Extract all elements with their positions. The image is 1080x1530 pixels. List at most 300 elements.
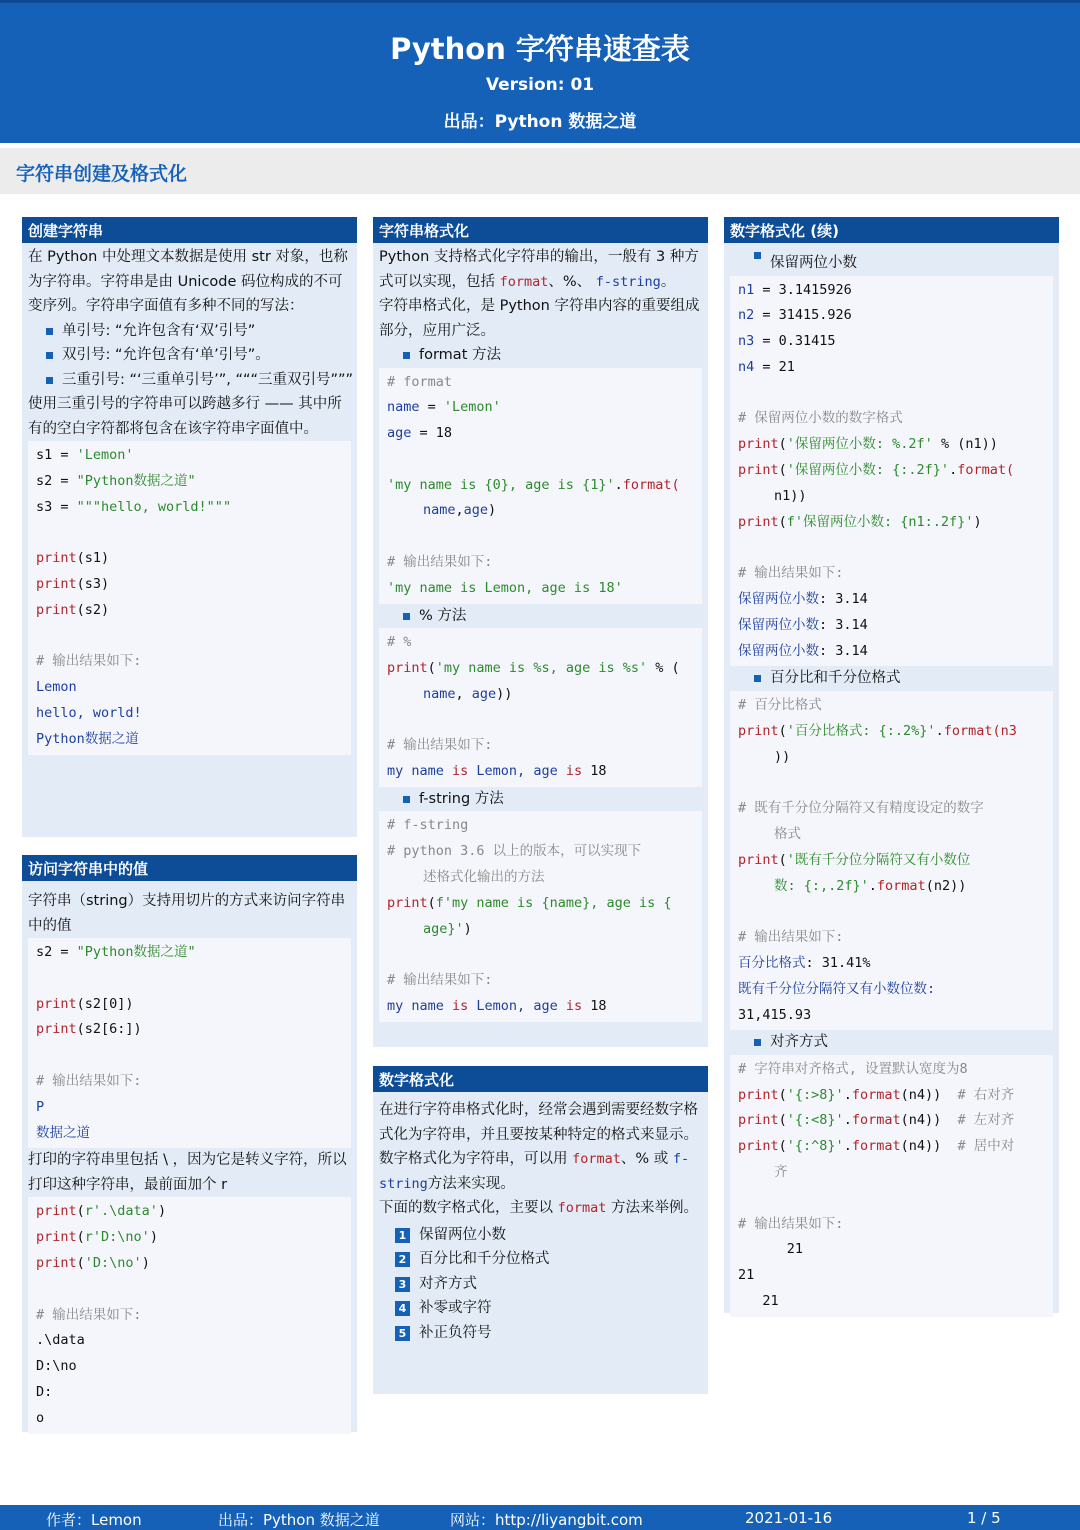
paragraph-text: 下面的数字格式化，主要以 <box>379 1200 553 1216</box>
code-line <box>738 278 1045 304</box>
code-token: format <box>851 1138 901 1155</box>
code-token: # 输出结果如下: <box>36 1072 142 1089</box>
list-item <box>373 1272 708 1297</box>
code-line <box>387 942 694 968</box>
code-line <box>738 770 1045 796</box>
code-token: ( <box>778 1086 787 1103</box>
code-line <box>738 977 1045 1003</box>
code-token: print <box>738 722 779 739</box>
code-token: # python 3.6 以上的版本，可以实现下 <box>387 843 642 860</box>
code-line <box>738 925 1045 951</box>
code-token: # 输出结果如下: <box>738 1215 844 1232</box>
panel-note: 使用三重引号的字符串可以跨越多行 —— 其中所有的空白字符都将包含在该字符串字面值中。 <box>28 396 342 437</box>
code-block <box>730 276 1053 667</box>
code-token: = <box>419 399 444 416</box>
code-token: print <box>738 1112 779 1129</box>
footer-site[interactable]: 网站：http://liyangbit.com <box>450 1511 643 1529</box>
code-token: format(n3 <box>943 722 1017 739</box>
code-block <box>730 691 1053 1030</box>
code-line <box>387 656 694 682</box>
code-token: 'my name is Lemon, age is 18' <box>387 579 623 596</box>
code-line <box>738 1212 1045 1238</box>
code-token: : 31.41% <box>805 954 871 971</box>
code-token: is <box>557 763 591 780</box>
code-token: '既有千分位分隔符又有小数位 <box>786 851 971 868</box>
code-line <box>738 1003 1045 1029</box>
code-token: print <box>738 513 779 530</box>
code-line <box>387 524 694 550</box>
code-token: 21 <box>738 1292 779 1309</box>
list-item-label: 对齐方式 <box>419 1275 477 1292</box>
code-line <box>738 510 1045 536</box>
code-token: '保留两位小数: {:.2f}' <box>786 462 950 479</box>
code-token: , <box>455 685 472 702</box>
list-item <box>373 1247 708 1272</box>
code-token: # 输出结果如下: <box>387 972 493 989</box>
code-line <box>387 682 694 708</box>
code-line <box>387 839 694 865</box>
code-token: ( <box>76 1254 85 1271</box>
code-line <box>36 520 343 546</box>
code-line <box>36 992 343 1018</box>
code-token: ( <box>778 513 787 530</box>
code-token: hello, world! <box>36 704 142 721</box>
code-token: print <box>738 436 779 453</box>
code-line <box>36 1406 343 1432</box>
code-token: Lemon <box>36 679 77 696</box>
code-line <box>738 587 1045 613</box>
code-line <box>738 848 1045 874</box>
inline-code: f-string <box>595 273 661 290</box>
code-token: ) <box>973 513 982 530</box>
code-token: . <box>843 1138 852 1155</box>
footer-producer: 出品：Python 数据之道 <box>218 1511 380 1529</box>
panel-number-format-cont <box>724 217 1059 1313</box>
code-token: ) <box>488 502 497 519</box>
code-line <box>738 561 1045 587</box>
bullet-item: 三重引号: “‘三重单引号’”, “““三重双引号””” <box>22 368 357 393</box>
code-line <box>738 613 1045 639</box>
code-token: age <box>463 502 489 519</box>
code-line <box>36 1095 343 1121</box>
code-token: 21 <box>738 1267 755 1284</box>
code-token: print <box>36 1203 77 1220</box>
code-token: s3 = <box>36 498 77 515</box>
code-line <box>36 469 343 495</box>
code-line <box>738 639 1045 665</box>
panel-intro: 字符串（string）支持用切片的方式来访问字符串中的值 <box>28 893 346 934</box>
code-line <box>36 1199 343 1225</box>
code-token: n2 <box>738 307 755 324</box>
panel-intro <box>373 243 708 294</box>
code-line <box>738 329 1045 355</box>
code-line <box>738 406 1045 432</box>
code-token: ( <box>778 1138 787 1155</box>
code-line <box>36 649 343 675</box>
intro-text: 。 <box>660 273 676 290</box>
code-token: . <box>614 476 623 493</box>
code-line <box>36 572 343 598</box>
code-token: n1)) <box>774 487 807 504</box>
code-token: ( <box>778 1112 787 1129</box>
code-token: = 3.1415926 <box>754 281 852 298</box>
code-line <box>387 865 694 891</box>
code-token: n1 <box>738 281 755 298</box>
code-token: # 保留两位小数的数字格式 <box>738 410 903 427</box>
code-token: print <box>36 550 77 567</box>
code-line <box>36 727 343 753</box>
code-token: Python数据之道 <box>36 730 139 747</box>
code-line <box>738 303 1045 329</box>
code-line <box>387 550 694 576</box>
paragraph: 在进行字符串格式化时，经常会遇到需要经数字格式化为字符串，并且要按某种特定的格式来显示。 <box>379 1102 698 1143</box>
code-token: (n2)) <box>925 877 967 894</box>
code-token: name <box>423 502 456 519</box>
producer-label: 出品：Python 数据之道 <box>443 112 637 132</box>
code-token: r'.\data' <box>84 1203 158 1220</box>
code-token: Lemon, age <box>476 998 558 1015</box>
code-token: = 18 <box>411 425 453 442</box>
quote-bullet-list <box>22 319 357 393</box>
code-line <box>387 576 694 602</box>
code-token: print <box>738 1086 779 1103</box>
code-token: 保留两位小数 <box>738 616 819 633</box>
code-token: : 3.14 <box>819 616 868 633</box>
list-item <box>373 1321 708 1346</box>
code-line <box>738 1289 1045 1315</box>
number-badge: 4 <box>395 1301 410 1316</box>
code-line <box>36 598 343 624</box>
code-token: = 0.31415 <box>754 333 836 350</box>
code-token: print <box>36 601 77 618</box>
code-line <box>36 495 343 521</box>
code-token: n4 <box>738 358 755 375</box>
code-line <box>387 733 694 759</box>
code-token: # 左对齐 <box>957 1112 1015 1129</box>
numbered-list <box>373 1221 708 1346</box>
code-line <box>387 630 694 656</box>
code-line <box>387 708 694 734</box>
code-token: (s2[6:]) <box>76 1021 142 1038</box>
bullet-item: 双引号: “允许包含有‘单’引号”。 <box>22 343 357 368</box>
code-block <box>28 1197 351 1433</box>
code-token: ) <box>157 1203 167 1220</box>
code-token: )) <box>496 685 513 702</box>
code-token: '{:>8}' <box>786 1086 844 1103</box>
code-token: ( <box>778 462 787 479</box>
code-line <box>36 1380 343 1406</box>
code-line <box>738 796 1045 822</box>
subsection-fstring: f-string 方法 <box>373 787 708 812</box>
code-token: 'my name is {0}, age is {1}' <box>387 476 615 493</box>
code-token: ) <box>149 1229 158 1246</box>
list-item-label: 百分比和千分位格式 <box>419 1251 550 1267</box>
code-token: 齐 <box>774 1164 788 1180</box>
code-token: . <box>843 1112 852 1129</box>
code-line <box>738 458 1045 484</box>
code-token: 数据之道 <box>36 1124 90 1141</box>
code-token: f'my name is {name}, age is { <box>435 894 672 911</box>
code-line <box>36 1225 343 1251</box>
code-token: # 既有千分位分隔符又有精度设定的数字 <box>738 800 984 817</box>
code-line <box>387 447 694 473</box>
code-token: s1 = <box>36 447 77 463</box>
code-line <box>738 1263 1045 1289</box>
code-line <box>738 1237 1045 1263</box>
code-token: is <box>443 763 477 780</box>
code-token: 'D:\no' <box>84 1254 142 1271</box>
page-title: Python 字符串速查表 <box>390 32 690 66</box>
code-token: : 3.14 <box>819 642 868 659</box>
footer-author: 作者：Lemon <box>46 1511 142 1529</box>
code-token: is <box>443 998 477 1015</box>
code-token: format <box>851 1086 901 1103</box>
code-token: f'保留两位小数: {n1:.2f}' <box>786 513 974 530</box>
code-token: format <box>851 1112 901 1129</box>
code-token: ( <box>427 659 436 676</box>
bullet-item: 单引号: “允许包含有‘双’引号” <box>22 319 357 344</box>
inline-code: f-string <box>379 1151 690 1192</box>
code-token: (n4)) <box>900 1086 958 1103</box>
panel-create-string <box>22 217 357 837</box>
code-line <box>36 1069 343 1095</box>
code-line <box>738 1160 1045 1186</box>
code-token: % ( <box>647 659 680 676</box>
paragraph-text: 数字格式化为字符串，可以用 <box>379 1151 568 1167</box>
code-token: 31,415.93 <box>738 1006 812 1023</box>
code-token: % (n1)) <box>932 436 998 453</box>
code-token: name <box>423 685 456 702</box>
panel-title: 创建字符串 <box>22 217 357 243</box>
code-token: n3 <box>738 333 755 350</box>
code-token: ( <box>778 436 787 453</box>
code-token: # 输出结果如下: <box>738 929 844 946</box>
code-token: . <box>949 462 958 479</box>
panel-string-format <box>373 217 708 1047</box>
code-line <box>387 994 694 1020</box>
code-token: . <box>868 877 877 894</box>
code-token: age}' <box>423 920 464 937</box>
code-token: 格式 <box>774 825 801 842</box>
code-token: # f-string <box>387 817 469 834</box>
code-line <box>738 535 1045 561</box>
code-line <box>36 1328 343 1354</box>
note-text: 打印的字符串里包括 \ ，因为它是转义字符，所以打印这种字符串，最前面加个 r <box>28 1152 347 1193</box>
code-block <box>379 628 702 787</box>
number-badge: 5 <box>395 1326 410 1341</box>
code-token: "Python数据之道" <box>76 944 196 960</box>
number-badge: 2 <box>395 1252 410 1267</box>
code-token: )) <box>774 748 791 765</box>
code-line <box>36 940 343 966</box>
paragraph-text: 方法来举例。 <box>611 1200 698 1216</box>
code-token: print <box>36 995 77 1012</box>
code-token: D:\no <box>36 1358 77 1375</box>
code-line <box>387 968 694 994</box>
code-line <box>738 951 1045 977</box>
panel-intro: 在 Python 中处理文本数据是使用 str 对象，也称为字符串。字符串是由 Unicode 码位构成的不可变序列。字符串字面值有多种不同的写法： <box>28 249 348 314</box>
code-token: format( <box>957 462 1015 479</box>
inline-code: format <box>499 273 549 290</box>
code-line <box>387 395 694 421</box>
code-line <box>36 966 343 992</box>
code-line <box>36 1354 343 1380</box>
code-token: # 输出结果如下: <box>738 565 844 582</box>
version-label: Version: 01 <box>485 75 595 95</box>
code-token: ( <box>778 851 787 868</box>
panel-title: 访问字符串中的值 <box>22 855 357 881</box>
code-token: .\data <box>36 1332 85 1349</box>
subsection-two-decimals: 保留两位小数 <box>724 243 1059 276</box>
paragraph-text: 方法来实现。 <box>427 1175 515 1192</box>
code-token: D: <box>36 1383 53 1400</box>
code-token: (s2) <box>76 601 110 618</box>
code-token: # 字符串对齐格式, 设置默认宽度为8 <box>738 1060 968 1077</box>
code-token: # 输出结果如下: <box>36 1306 142 1323</box>
code-token: 21 <box>738 1241 804 1258</box>
code-token: print <box>387 894 428 911</box>
intro-text: Python 支持格式化字符串的输出，一般有 3 种方式可以实现，包括 <box>379 249 699 290</box>
code-token: print <box>36 1021 77 1038</box>
code-line <box>738 745 1045 771</box>
code-token: ( <box>778 722 787 739</box>
list-item-label: 补正负符号 <box>419 1324 492 1341</box>
code-token: print <box>36 1229 77 1246</box>
code-token: print <box>738 1138 779 1155</box>
code-token: 百分比格式 <box>738 954 806 971</box>
code-token: 保留两位小数 <box>738 642 819 659</box>
code-line <box>387 498 694 524</box>
code-token: format <box>876 877 926 894</box>
code-line <box>36 1251 343 1277</box>
code-token: , <box>455 502 464 519</box>
code-token: Lemon, age <box>476 763 558 780</box>
code-token: s2 = <box>36 944 77 960</box>
code-block <box>28 441 351 755</box>
code-line <box>738 1083 1045 1109</box>
code-line <box>36 624 343 650</box>
number-badge: 1 <box>395 1228 410 1243</box>
code-token: 'Lemon' <box>76 447 134 463</box>
code-token: is <box>557 998 591 1015</box>
code-token: '保留两位小数: %.2f' <box>786 436 933 453</box>
code-line <box>36 1043 343 1069</box>
code-token: ( <box>76 1203 85 1220</box>
code-token: (n4)) <box>900 1112 958 1129</box>
code-token: print <box>738 462 779 479</box>
code-line <box>387 813 694 839</box>
panel-number-format <box>373 1066 708 1394</box>
code-line <box>738 874 1045 900</box>
subsection-percent: % 方法 <box>373 604 708 629</box>
code-token: 既有千分位分隔符又有小数位数: <box>738 980 936 997</box>
code-line <box>387 891 694 917</box>
code-line <box>36 701 343 727</box>
code-line <box>36 1303 343 1329</box>
code-token: # 输出结果如下: <box>387 554 493 571</box>
code-line <box>738 381 1045 407</box>
code-line <box>387 421 694 447</box>
subsection-alignment: 对齐方式 <box>724 1030 1059 1055</box>
code-token: my name <box>387 998 444 1015</box>
page-footer <box>0 1505 1080 1530</box>
code-line <box>36 1017 343 1043</box>
code-token: ) <box>141 1254 150 1271</box>
section-heading-bar <box>0 148 1080 194</box>
code-line <box>387 370 694 396</box>
panel-title: 数字格式化 (续) <box>724 217 1059 243</box>
list-item-label: 保留两位小数 <box>419 1226 506 1243</box>
code-token: ) <box>463 920 472 937</box>
panel-intro-2: 字符串格式化，是 Python 字符串内容的重要组成部分，应用广泛。 <box>379 298 700 339</box>
code-token: 述格式化输出的方法 <box>423 869 545 886</box>
code-token: (s1) <box>76 550 110 567</box>
code-token: '{:<8}' <box>786 1112 844 1129</box>
code-token: name <box>387 399 420 416</box>
code-line <box>738 1134 1045 1160</box>
code-line <box>738 484 1045 510</box>
code-token: P <box>36 1098 45 1115</box>
code-token: r'D:\no' <box>84 1229 150 1246</box>
panel-note <box>22 1148 357 1197</box>
code-token: print <box>738 851 779 868</box>
code-line <box>36 546 343 572</box>
code-line <box>36 675 343 701</box>
code-token: : 3.14 <box>819 591 868 608</box>
code-line <box>738 1186 1045 1212</box>
code-token: = 31415.926 <box>754 307 852 324</box>
code-token: # 输出结果如下: <box>387 737 493 754</box>
panel-access-string <box>22 855 357 1432</box>
code-token: "Python数据之道" <box>76 472 196 489</box>
subsection-format: format 方法 <box>373 343 708 368</box>
panel-title: 字符串格式化 <box>373 217 708 243</box>
number-badge: 3 <box>395 1277 410 1292</box>
code-block <box>379 811 702 1021</box>
code-line <box>36 1121 343 1147</box>
paragraph <box>373 1196 708 1221</box>
list-item-label: 补零或字符 <box>419 1300 492 1316</box>
code-token: s2 = <box>36 472 77 489</box>
code-token: '{:^8}' <box>786 1138 844 1155</box>
page-header <box>0 0 1080 143</box>
code-token: 18 <box>590 763 607 780</box>
code-token: # 输出结果如下: <box>36 653 142 670</box>
list-item <box>373 1296 708 1321</box>
code-token: print <box>36 575 77 592</box>
code-line <box>738 1108 1045 1134</box>
code-token: . <box>935 722 944 739</box>
code-line <box>738 1057 1045 1083</box>
code-block <box>379 368 702 604</box>
code-token: age <box>471 685 497 702</box>
code-token: ( <box>427 894 436 911</box>
code-token: format( <box>622 476 680 493</box>
footer-page-number: 1 / 5 <box>967 1509 1001 1527</box>
code-line <box>387 473 694 499</box>
subsection-percent-thousands: 百分比和千分位格式 <box>724 666 1059 691</box>
code-token: # 右对齐 <box>957 1086 1015 1103</box>
code-token: # format <box>387 373 453 390</box>
code-line <box>738 432 1045 458</box>
code-token: my name <box>387 763 444 780</box>
code-line <box>738 899 1045 925</box>
paragraph-text: 、% 或 <box>620 1151 669 1167</box>
code-token: o <box>36 1409 45 1426</box>
code-token: """hello, world!""" <box>76 498 232 515</box>
panel-title: 数字格式化 <box>373 1066 708 1092</box>
footer-date: 2021-01-16 <box>745 1509 833 1527</box>
